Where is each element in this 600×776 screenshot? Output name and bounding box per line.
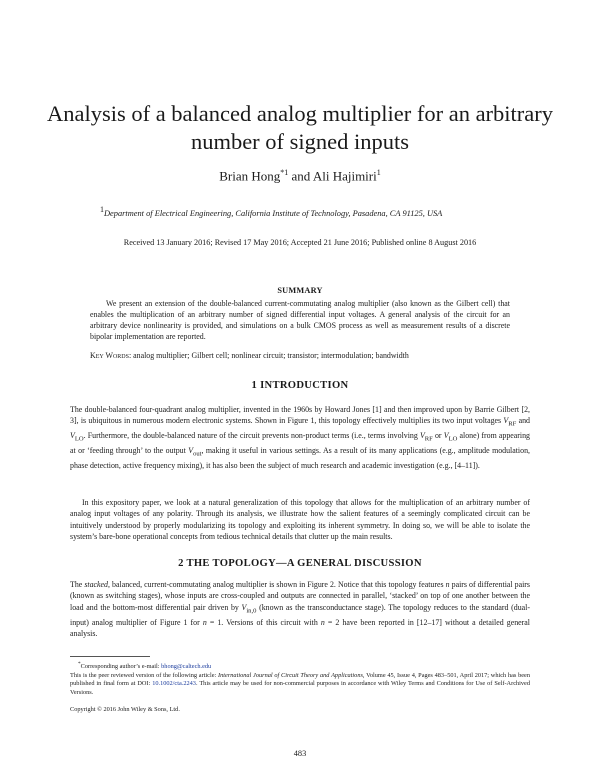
title-line-1: Analysis of a balanced analog multiplier for an arbitrary — [46, 101, 554, 126]
intro-paragraph-1-text — [70, 404, 530, 471]
text-run: , Volume 45, Issue 4, Pages 483–501, April 2017; which has been published in final form at DOI: — [70, 671, 530, 688]
email-link[interactable]: bhong@caltech.edu — [161, 663, 212, 671]
authors — [0, 168, 600, 184]
math-var: V — [443, 431, 449, 441]
math-var: n — [320, 617, 325, 627]
topology-paragraph-text — [70, 579, 530, 639]
intro-paragraph-1 — [70, 404, 530, 471]
author-and: and — [288, 168, 313, 184]
footnotes — [70, 660, 530, 697]
math-var: V — [70, 431, 75, 441]
math-sub: out — [193, 450, 202, 458]
topology-paragraph — [70, 579, 530, 639]
publication-note — [70, 672, 530, 698]
affiliation — [100, 205, 530, 218]
text-run: The double-balanced four-quadrant analog multiplier, invented in the 1960s by Howard Jones [1] and then improved upon by Barrie Gilbert [2, 3], is ubiquitous in numerous modern electronic systems. Shown in Figure 1, this topology effectively multiplies its two input voltages — [70, 405, 530, 426]
math-var: V — [188, 446, 194, 456]
text-run: This is the peer reviewed version of the following article: — [70, 671, 219, 679]
author-1: Brian Hong — [219, 168, 281, 184]
text-run: pairs of differential pairs (known as switching stages), whose inputs are cross-coupled and outputs are connected in parallel, ‘stacked’ on top of one another between the load and the bottom-most differential pair driven by — [70, 580, 530, 612]
journal-name: International Journal of Circuit Theory and Applications — [218, 671, 363, 679]
text-run: , balanced, current-commutating analog multiplier is shown in Figure 2. Notice that this topology features — [108, 580, 446, 589]
text-run: The — [70, 580, 85, 589]
text-run: = 1. Versions of this circuit with — [206, 617, 321, 627]
corresponding-author-note — [70, 660, 530, 672]
summary-heading: SUMMARY — [277, 286, 323, 295]
intro-paragraph-2-text: In this expository paper, we look at a natural generalization of this topology that allows for the multiplication of an arbitrary number of analog input voltages of any polarity. Through its analysis, we illustrate how the salient features of a seemingly complicated circuit can be intuitively understood by properly modularizing its topology and exploiting its inherent symmetry. In doing so, we will be able to isolate the system’s bare-bone operational concepts from tedious technical details that clutter up the main results. — [70, 498, 530, 542]
affiliation-mark: 1 — [100, 205, 104, 214]
text-run: and — [516, 416, 530, 426]
text-run: . This article may be used for non-commercial purposes in accordance with Wiley Terms and Conditions for Use of Self-Archived Versions. — [70, 680, 530, 696]
intro-paragraph-2 — [70, 497, 530, 542]
keywords-label: Key Words: — [90, 351, 132, 360]
author-1-marks: *1 — [280, 168, 289, 177]
math-var: V — [419, 431, 425, 441]
math-sub: LO — [448, 435, 458, 443]
title-line-2: number of signed inputs — [190, 129, 410, 154]
keywords — [90, 351, 520, 360]
author-2-marks: 1 — [376, 168, 381, 177]
section-2-heading: 2 THE TOPOLOGY—A GENERAL DISCUSSION — [178, 558, 422, 569]
abstract-text: We present an extension of the double-balanced current-commutating analog multiplier (also known as the Gilbert cell) that enables the multiplication of an arbitrary number of signed differential input voltages. A general analysis of the circuit for an arbitrary device nonlinearity is provided, and simulations on a bulk CMOS process as well as measurement results of a discrete bipolar implementation are reported. — [90, 299, 510, 342]
page-number: 483 — [293, 749, 307, 758]
author-2: Ali Hajimiri — [312, 168, 377, 184]
math-var: n — [202, 617, 207, 627]
text-run: alone) from appearing at or ‘feeding through’ to the output — [70, 431, 530, 456]
text-run: , making it useful in various settings. As a result of its many applications (e.g., amplitude modulation, phase detection, active frequency mixing), it has also been the subject of much research and academic investigation (e.g., [4–11]). — [70, 446, 530, 471]
paper-title — [0, 100, 600, 156]
keywords-text: analog multiplier; Gilbert cell; nonlinear circuit; transistor; intermodulation; bandwidth — [133, 351, 409, 360]
affiliation-text: Department of Electrical Engineering, California Institute of Technology, Pasadena, CA 91125, USA — [104, 208, 443, 218]
math-var: V — [241, 602, 247, 612]
text-run: or — [432, 431, 444, 441]
abstract — [90, 298, 510, 342]
math-var: V — [503, 416, 509, 426]
text-run: = 2 have been reported in [12–17] without a detailed general analysis. — [70, 617, 530, 638]
math-sub: in,0 — [246, 607, 257, 615]
math-sub: RF — [508, 420, 517, 428]
footnote-divider — [70, 656, 150, 657]
text-run: Corresponding author’s e-mail: — [80, 663, 162, 671]
math-var: n — [445, 580, 450, 589]
publication-dates: Received 13 January 2016; Revised 17 May 2016; Accepted 21 June 2016; Published online 8 August 2016 — [123, 238, 477, 247]
footnote-mark: * — [78, 661, 81, 667]
math-sub: LO — [74, 435, 84, 443]
text-run: (known as the transconductance stage). The topology reduces to the standard (dual-input) analog multiplier of Figure 1 for — [70, 602, 530, 627]
math-sub: RF — [424, 435, 433, 443]
emphasis: stacked — [84, 580, 109, 589]
copyright: Copyright © 2016 John Wiley & Sons, Ltd. — [70, 706, 180, 713]
text-run: . Furthermore, the double-balanced nature of the circuit prevents non-product terms (i.e., terms involving — [83, 431, 420, 441]
doi-link[interactable]: 10.1002/cta.2243 — [152, 680, 196, 688]
section-1-heading: 1 INTRODUCTION — [251, 380, 349, 391]
